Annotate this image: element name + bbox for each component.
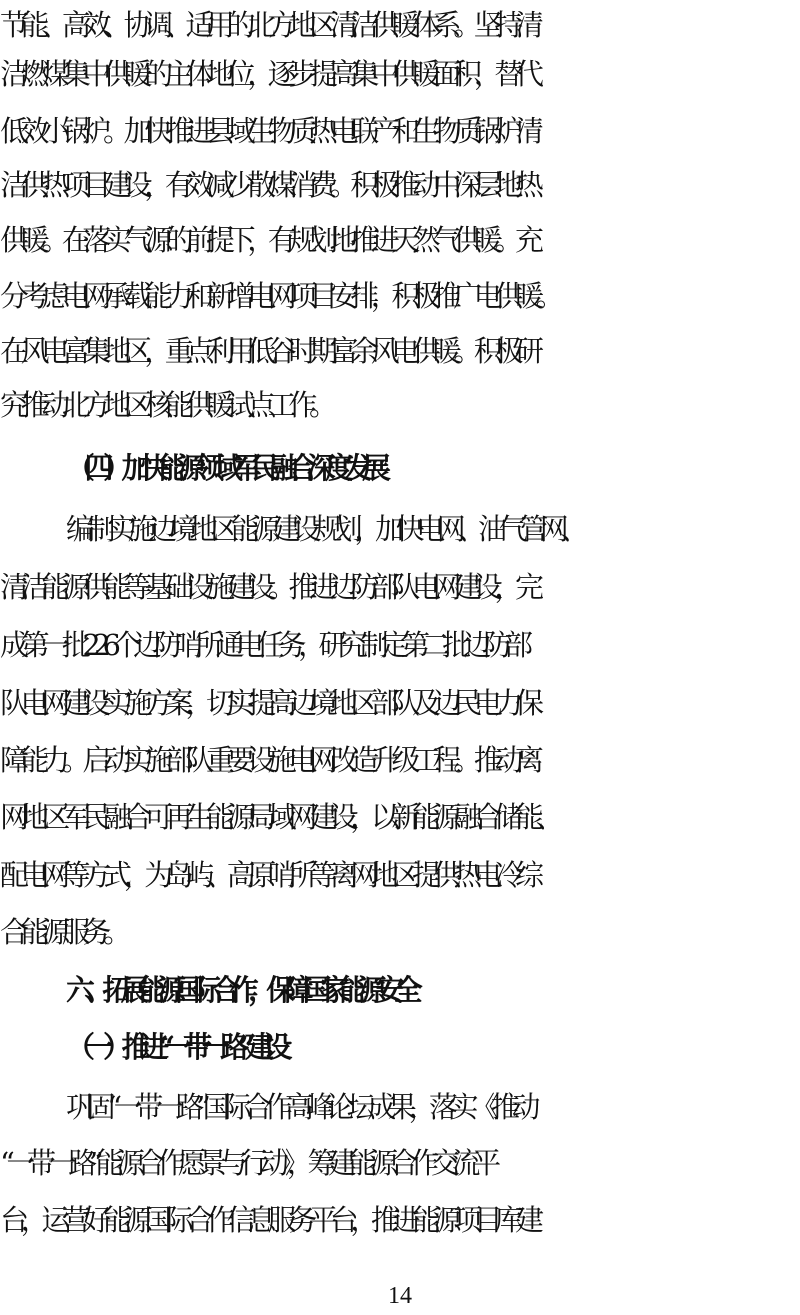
section-heading: （一）推进“一带一路”建设	[66, 1030, 282, 1064]
text-line: 究推动北方地区核能供暖试点工作。	[0, 388, 330, 422]
paragraph-first-line: 编制实施边境地区能源建设规划，加快电网、油气管网、	[66, 512, 582, 546]
text-line: 洁供热项目建设，有效减少散煤消费。积极推动中深层地热	[0, 168, 536, 202]
text-line: 配电网等方式，为岛屿、高原哨所等离网地区提供热电冷综	[0, 858, 536, 892]
text-line: 供暖。在落实气源的前提下，有规划地推进天然气供暖。充	[0, 223, 536, 257]
text-line: 节能、高效、协调、适用的北方地区清洁供暖体系。坚持清	[0, 8, 536, 42]
text-line: 网地区军民融合可再生能源局域网建设，以新能源融合储能、	[0, 800, 557, 834]
paragraph-first-line: 巩固“一带一路”国际合作高峰论坛成果，落实《推动	[66, 1090, 533, 1124]
chapter-heading: 六、拓展能源国际合作，保障国家能源安全	[66, 973, 412, 1007]
section-heading: （四）加快能源领域军民融合深度发展	[66, 451, 381, 485]
text-line: 队电网建设实施方案，切实提高边境地区部队及边民电力保	[0, 686, 536, 720]
text-line: 洁燃煤集中供暖的主体地位，逐步提高集中供暖面积，替代	[0, 57, 536, 91]
text-line: 低效小锅炉。加快推进县域生物质热电联产和生物质锅炉清	[0, 114, 536, 148]
text-line: 台，运营好能源国际合作信息服务平台，推进能源项目库建	[0, 1203, 536, 1237]
page-number: 14	[388, 1283, 412, 1309]
text-line: 成第一批226个边防哨所通电任务，研究制定第二批边防部	[0, 628, 525, 662]
text-line: 清洁能源供能等基础设施建设。推进边防部队电网建设，完	[0, 570, 536, 604]
text-line: 障能力。启动实施部队重要设施电网改造升级工程。推动离	[0, 743, 536, 777]
text-line: “一带一路”能源合作愿景与行动》，筹建能源合作交流平	[0, 1146, 493, 1180]
text-line: 在风电富集地区，重点利用低谷时期富余风电供暖。积极研	[0, 334, 536, 368]
text-line: 合能源服务。	[0, 915, 124, 949]
text-line: 分考虑电网承载能力和新增电网项目安排，积极推广电供暖。	[0, 279, 557, 313]
